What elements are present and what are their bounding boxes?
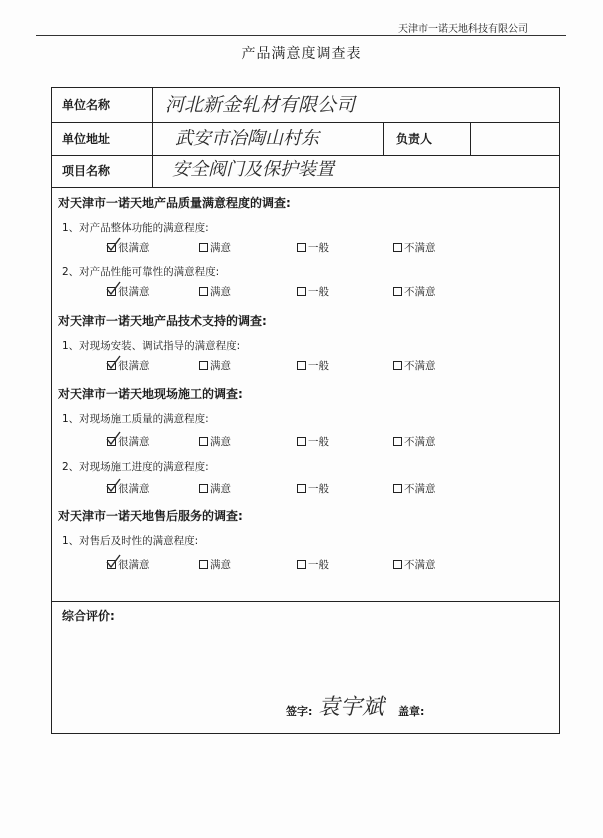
option-label: 满意 — [210, 559, 231, 571]
option-label: 很满意 — [118, 559, 150, 571]
option-label: 不满意 — [404, 436, 436, 448]
checkbox[interactable] — [107, 437, 116, 446]
option-neutral[interactable] — [297, 240, 329, 255]
checkbox[interactable] — [297, 287, 306, 296]
option-label: 一般 — [308, 483, 329, 495]
option-label: 满意 — [210, 286, 231, 298]
address-value[interactable]: 武安市冶陶山村东 — [175, 128, 319, 149]
section-tech-support-title: 对天津市一诺天地产品技术支持的调查: — [58, 314, 267, 328]
option-unsatisfied[interactable] — [393, 481, 436, 496]
option-label: 很满意 — [118, 242, 150, 254]
comment-label: 综合评价: — [62, 609, 115, 623]
checkbox[interactable] — [297, 437, 306, 446]
option-label: 满意 — [210, 436, 231, 448]
project-label: 项目名称 — [62, 164, 111, 178]
question-text: 1、对现场施工质量的满意程度: — [62, 413, 209, 425]
checkmark-icon — [105, 237, 121, 253]
option-label: 很满意 — [118, 436, 150, 448]
comment-divider — [51, 601, 560, 602]
option-unsatisfied[interactable] — [393, 358, 436, 373]
question-text: 1、对现场安装、调试指导的满意程度: — [62, 340, 241, 352]
option-very-satisfied[interactable] — [107, 284, 150, 299]
option-label: 一般 — [308, 242, 329, 254]
company-header: 天津市一诺天地科技有限公司 — [398, 24, 528, 35]
checkbox[interactable] — [393, 243, 402, 252]
responsible-label: 负责人 — [396, 132, 433, 146]
question-text: 2、对现场施工进度的满意程度: — [62, 461, 209, 473]
address-label: 单位地址 — [62, 132, 111, 146]
option-satisfied[interactable] — [199, 240, 231, 255]
checkmark-icon — [105, 554, 121, 570]
option-neutral[interactable] — [297, 358, 329, 373]
section-after-sales-title: 对天津市一诺天地售后服务的调查: — [58, 509, 243, 523]
section-construction-title: 对天津市一诺天地现场施工的调查: — [58, 387, 243, 401]
checkmark-icon — [105, 281, 121, 297]
option-satisfied[interactable] — [199, 434, 231, 449]
unit-name-label: 单位名称 — [62, 98, 111, 112]
option-label: 一般 — [308, 436, 329, 448]
option-label: 满意 — [210, 483, 231, 495]
checkbox[interactable] — [107, 287, 116, 296]
header-divider — [36, 35, 566, 36]
checkbox[interactable] — [297, 484, 306, 493]
checkbox[interactable] — [199, 361, 208, 370]
option-label: 很满意 — [118, 360, 150, 372]
signature-value[interactable]: 袁宇斌 — [318, 695, 385, 720]
option-neutral[interactable] — [297, 557, 329, 572]
option-label: 很满意 — [118, 286, 150, 298]
option-label: 满意 — [210, 360, 231, 372]
option-very-satisfied[interactable] — [107, 358, 150, 373]
option-satisfied[interactable] — [199, 557, 231, 572]
option-label: 不满意 — [404, 286, 436, 298]
checkbox[interactable] — [107, 243, 116, 252]
option-neutral[interactable] — [297, 481, 329, 496]
checkbox[interactable] — [393, 437, 402, 446]
option-satisfied[interactable] — [199, 481, 231, 496]
option-label: 不满意 — [404, 360, 436, 372]
option-unsatisfied[interactable] — [393, 284, 436, 299]
checkbox[interactable] — [107, 560, 116, 569]
checkbox[interactable] — [297, 361, 306, 370]
unit-name-value[interactable]: 河北新金轧材有限公司 — [165, 94, 356, 116]
checkmark-icon — [105, 431, 121, 447]
form-title: 产品满意度调查表 — [241, 46, 362, 62]
checkbox[interactable] — [393, 287, 402, 296]
checkbox[interactable] — [393, 560, 402, 569]
checkbox[interactable] — [199, 484, 208, 493]
col-divider — [470, 122, 471, 155]
option-unsatisfied[interactable] — [393, 557, 436, 572]
comment-area[interactable] — [60, 628, 550, 688]
option-label: 不满意 — [404, 559, 436, 571]
option-very-satisfied[interactable] — [107, 434, 150, 449]
option-label: 一般 — [308, 559, 329, 571]
checkbox[interactable] — [107, 484, 116, 493]
checkbox[interactable] — [393, 361, 402, 370]
seal-label: 盖章: — [398, 705, 425, 718]
section-quality-title: 对天津市一诺天地产品质量满意程度的调查: — [58, 196, 291, 210]
checkbox[interactable] — [297, 243, 306, 252]
project-value[interactable]: 安全阀门及保护装置 — [172, 159, 334, 180]
option-label: 一般 — [308, 286, 329, 298]
option-very-satisfied[interactable] — [107, 557, 150, 572]
option-label: 满意 — [210, 242, 231, 254]
checkbox[interactable] — [199, 243, 208, 252]
checkmark-icon — [105, 478, 121, 494]
option-label: 一般 — [308, 360, 329, 372]
checkbox[interactable] — [297, 560, 306, 569]
checkmark-icon — [105, 355, 121, 371]
checkbox[interactable] — [199, 287, 208, 296]
question-text: 2、对产品性能可靠性的满意程度: — [62, 266, 220, 278]
col-divider — [383, 122, 384, 155]
question-text: 1、对产品整体功能的满意程度: — [62, 222, 209, 234]
col-divider — [152, 87, 153, 187]
row-divider — [51, 187, 560, 188]
sign-label: 签字: — [286, 705, 313, 718]
option-label: 很满意 — [118, 483, 150, 495]
checkbox[interactable] — [199, 560, 208, 569]
option-satisfied[interactable] — [199, 358, 231, 373]
option-unsatisfied[interactable] — [393, 240, 436, 255]
option-satisfied[interactable] — [199, 284, 231, 299]
option-label: 不满意 — [404, 483, 436, 495]
checkbox[interactable] — [107, 361, 116, 370]
checkbox[interactable] — [393, 484, 402, 493]
option-neutral[interactable] — [297, 434, 329, 449]
option-neutral[interactable] — [297, 284, 329, 299]
checkbox[interactable] — [199, 437, 208, 446]
option-label: 不满意 — [404, 242, 436, 254]
option-very-satisfied[interactable] — [107, 481, 150, 496]
option-unsatisfied[interactable] — [393, 434, 436, 449]
option-very-satisfied[interactable] — [107, 240, 150, 255]
row-divider — [51, 122, 560, 123]
question-text: 1、对售后及时性的满意程度: — [62, 535, 199, 547]
